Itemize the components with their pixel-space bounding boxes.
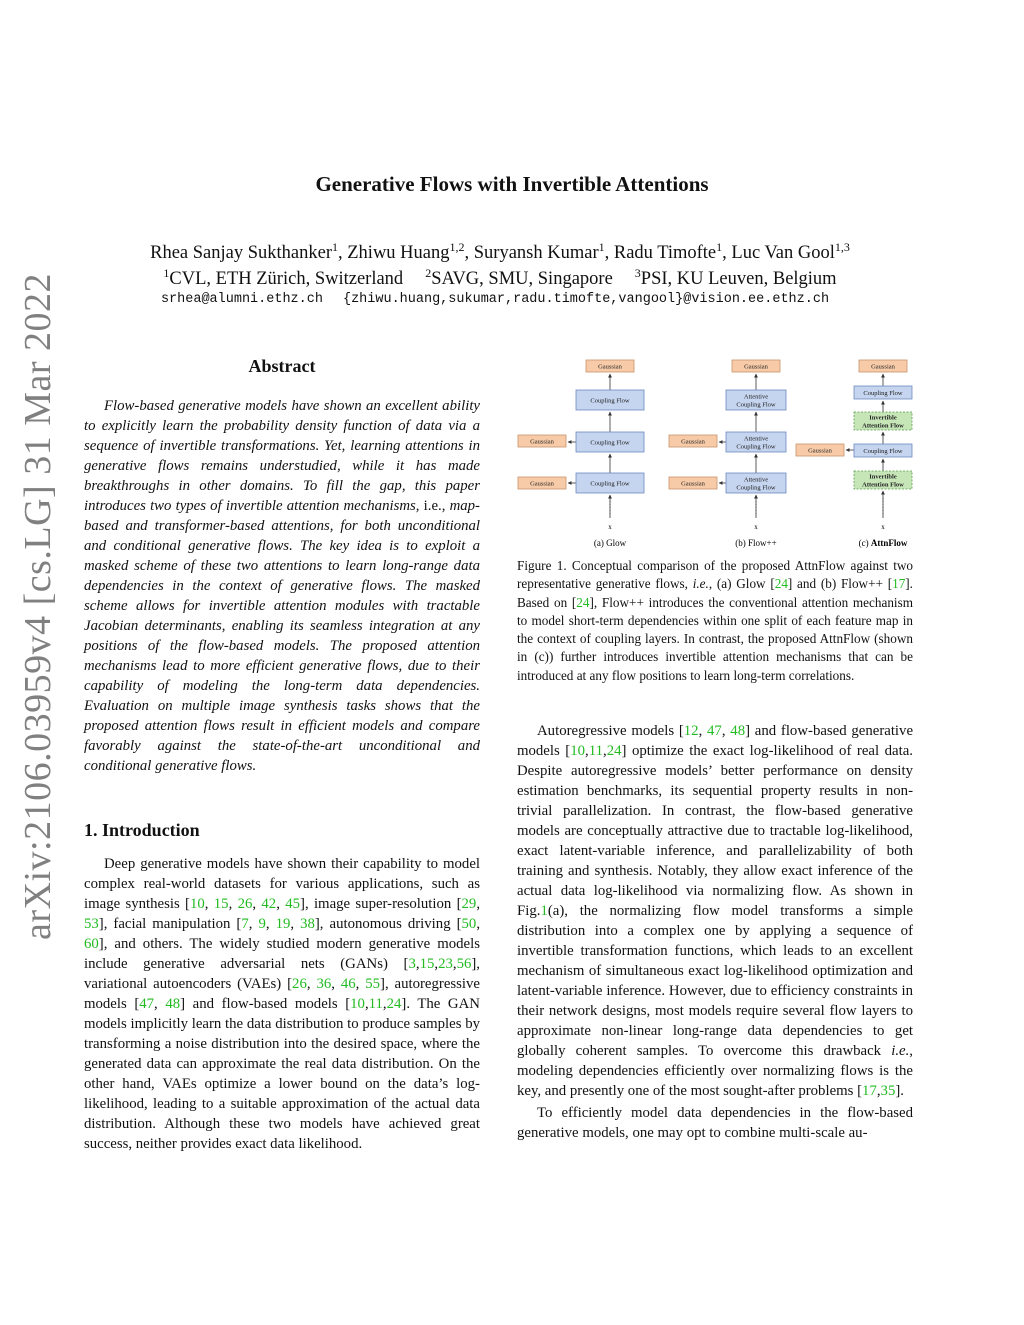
text-run: , — [476, 916, 481, 932]
text-run: , — [276, 896, 286, 912]
citation-link[interactable]: 24 — [386, 996, 402, 1012]
affiliation-list — [0, 266, 1000, 292]
gaussian-box-label: Gaussian — [530, 438, 554, 446]
citation-link[interactable]: 3 — [408, 956, 416, 972]
text-run: ] optimize the exact log-likelihood of real data. Despite autoregressive models’ better performance on density estimation benchmarks, its sequential property results in non-trivial parallelization. In contrast, the flow-based generative models are conceptually attractive due to tractable log-likelihood, exact latent-variable inference, and parallelizability of both training and synthesis. Notably, they allow exact inference of the actual data log-likelihood via normalizing flow. As shown in Fig. — [517, 743, 914, 920]
text-run: (a), the normalizing flow model transforms a simple distribution into a complex one by applying a sequence of invertible transformation functions, which leads to an excellent mechanism of simultaneous exact log-likelihood optimization and latent-variable inference. However, due to efficiency constraints in their network designs, most models require several flow layers to approximate non-linear long-range data dependencies to get globally coherent samples. To overcome this drawback — [517, 903, 913, 1060]
text-run: Autoregressive models [ — [537, 723, 684, 740]
attentive-coupling-flow-box-label: Attentive — [743, 435, 769, 443]
citation-link[interactable]: 53 — [84, 916, 99, 932]
abstract-text — [84, 396, 480, 776]
text-run: ]. The GAN models implicitly learn the data distribution to produce samples by transforming a noise distribution into the desired space, where the generated data can approximate the real data distribution. On the other hand, VAEs optimize a lower bound on the data’s log-likelihood, leading to a suitable approximation of the actual data distribution. Although these two models have achieved great success, neither provides exact data likelihood. — [84, 996, 480, 1152]
input-x-label: x — [754, 523, 758, 531]
citation-link[interactable]: 17 — [862, 1083, 877, 1100]
text-run: , (a) Glow [ — [708, 576, 775, 592]
citation-link[interactable]: 9 — [258, 916, 266, 932]
invertible-attention-flow-box-label: Attention Flow — [862, 422, 904, 430]
coupling-flow-box-label: Coupling Flow — [590, 397, 630, 405]
gaussian-box-label: Gaussian — [530, 480, 554, 488]
citation-link[interactable]: 47 — [707, 723, 722, 740]
attentive-coupling-flow-box-label: Attentive — [743, 476, 769, 484]
text-run: , — [876, 1083, 881, 1100]
citation-link[interactable]: 26 — [292, 976, 307, 992]
intro-paragraph — [84, 854, 480, 1154]
text-run: To efficiently model data dependencies in the flow-based generative models, one may opt to combine multi-scale au- — [517, 1105, 913, 1142]
email-line — [0, 292, 990, 307]
text-run: ], Flow++ introduces the conventional attention mechanism to model short-term dependencies within one split of each feature map in the context of coupling layers. In contrast, the proposed AttnFlow (shown in (c)) further introduces invertible attention mechanisms that can be introduced at any flow positions to learn long-term correlations. — [517, 594, 913, 683]
citation-link[interactable]: 10 — [350, 996, 365, 1012]
text-run: , — [452, 956, 457, 972]
text-run: ], autonomous driving [ — [314, 916, 462, 932]
text-run: , — [204, 896, 214, 912]
citation-link[interactable]: 47 — [139, 996, 155, 1012]
gaussian-box-label: Gaussian — [871, 363, 895, 371]
citation-link[interactable]: 24 — [576, 594, 590, 610]
citation-link[interactable]: 11 — [368, 996, 383, 1012]
text-run: ], and others. The widely studied modern generative models include generative adversarial nets (GANs) [ — [84, 936, 480, 972]
text-run: , — [415, 956, 420, 972]
citation-link[interactable]: 1 — [540, 903, 548, 920]
invertible-attention-flow-box-label: Attention Flow — [862, 481, 904, 489]
citation-link[interactable]: 48 — [730, 723, 746, 740]
text-run: Deep generative models have shown their capability to model complex real-world datasets for various applications, such as image synthesis [ — [84, 856, 480, 912]
author-affil-mark: 1,2 — [449, 240, 465, 254]
text-run: , — [252, 896, 262, 912]
coupling-flow-box-label: Coupling Flow — [590, 480, 630, 488]
figure-1 — [517, 356, 913, 556]
author-affil-mark: 1 — [598, 240, 605, 254]
italic-text: i.e. — [891, 1043, 910, 1060]
email: srhea@alumni.ethz.ch — [160, 292, 323, 307]
invertible-attention-flow-box-label: Invertible — [869, 414, 897, 422]
author-list: Rhea Sanjay Sukthanker$^1$, Zhiwu Huang$^{1,2}$, Suryansh Kumar$^1$, Radu Timofte$^1$, Luc Van Gool$^{1,3}$ — [150, 240, 850, 263]
author-name: Zhiwu Huang — [347, 243, 450, 263]
citation-link[interactable]: 19 — [275, 916, 291, 932]
figure-boxes — [518, 360, 912, 493]
text-run: , — [585, 743, 589, 760]
text-run: ], variational autoencoders (VAEs) [ — [84, 956, 480, 992]
citation-link[interactable]: 11 — [588, 743, 603, 760]
subcaption-attnflow — [859, 538, 908, 548]
abstract-ie: i.e. — [423, 498, 442, 514]
citation-link[interactable]: 26 — [237, 896, 253, 912]
citation-link[interactable]: 17 — [892, 576, 906, 592]
gaussian-box-label: Gaussian — [744, 363, 768, 371]
figure-1-caption — [517, 557, 913, 685]
citation-link[interactable]: 35 — [880, 1083, 896, 1100]
body-paragraph — [517, 721, 913, 1101]
text-run: , — [228, 896, 238, 912]
text-run: , — [290, 916, 301, 932]
text-run: ]. — [895, 1083, 904, 1100]
citation-link[interactable]: 42 — [261, 896, 277, 912]
citation-link[interactable]: 10 — [189, 896, 205, 912]
citation-link[interactable]: 36 — [316, 976, 332, 992]
citation-link[interactable]: 55 — [365, 976, 381, 992]
subcaption-attnflow-name: AttnFlow — [870, 538, 908, 548]
attentive-coupling-flow-box-label: Coupling Flow — [736, 443, 776, 451]
coupling-flow-box-label: Coupling Flow — [590, 439, 630, 447]
affiliation-mark: 1 — [163, 266, 170, 280]
coupling-flow-box-label: Coupling Flow — [863, 448, 903, 455]
text-run: , — [364, 996, 369, 1012]
text-run: Figure 1. Conceptual comparison of the proposed AttnFlow against two representative generative flows, — [517, 558, 913, 592]
text-run: , — [698, 723, 708, 740]
citation-link[interactable]: 46 — [340, 976, 356, 992]
text-run: , — [434, 956, 439, 972]
paper-title: Generative Flows with Invertible Attentions — [315, 172, 709, 196]
subcaption-glow: (a) Glow — [593, 538, 627, 548]
subcaption-prefix: (c) — [858, 538, 871, 548]
citation-link[interactable]: 12 — [683, 723, 699, 740]
introduction — [84, 854, 480, 1154]
citation-link[interactable]: 24 — [774, 576, 788, 592]
author-name: Rhea Sanjay Sukthanker — [150, 243, 332, 263]
citation-link[interactable]: 23 — [438, 956, 453, 972]
italic-text: i.e. — [692, 576, 709, 592]
author-affil-mark: 1,3 — [834, 240, 850, 254]
text-run: , modeling dependencies efficiently over normalizing flows is the key, and presently one of the most sought-after problems [ — [517, 1043, 913, 1100]
author-block — [0, 240, 1000, 292]
citation-link[interactable]: 45 — [285, 896, 301, 912]
author-affil-mark: 1 — [716, 240, 723, 254]
text-run: , — [721, 723, 731, 740]
abstract-heading: Abstract — [248, 356, 316, 376]
right-column — [517, 356, 913, 1143]
gaussian-box-label: Gaussian — [681, 438, 705, 446]
citation-link[interactable]: 60 — [84, 936, 99, 952]
gaussian-box-label: Gaussian — [681, 480, 705, 488]
author-name: Radu Timofte — [613, 243, 717, 263]
text-run: , — [265, 916, 276, 932]
affiliation-mark: 3 — [634, 266, 641, 280]
affiliation: PSI, KU Leuven, Belgium — [640, 269, 837, 289]
affiliation: SAVG, SMU, Singapore — [431, 269, 613, 289]
author-affil-mark: 1 — [332, 240, 338, 254]
text-run: , — [154, 996, 166, 1012]
text-run: , — [382, 996, 387, 1012]
input-x-label: x — [881, 523, 885, 531]
text-run: , — [248, 916, 259, 932]
input-x-label: x — [608, 523, 612, 531]
email: {zhiwu.huang,sukumar,radu.timofte,vangool}@vision.ee.ethz.ch — [342, 292, 830, 307]
affiliation: CVL, ETH Zürich, Switzerland — [169, 269, 404, 289]
gaussian-box-label: Gaussian — [598, 363, 622, 371]
text-run: ] and flow-based generative models [ — [517, 723, 914, 760]
text-run: , — [306, 976, 317, 992]
text-run: ], autoregressive models [ — [84, 976, 480, 1012]
subcaption-flowpp: (b) Flow++ — [735, 538, 777, 548]
citation-link[interactable]: 56 — [456, 956, 472, 972]
citation-link[interactable]: 15 — [419, 956, 435, 972]
coupling-flow-box-label: Coupling Flow — [863, 390, 903, 397]
citation-link[interactable]: 7 — [241, 916, 249, 932]
invertible-attention-flow-box-label: Invertible — [869, 473, 897, 481]
author-name: Luc Van Gool — [731, 243, 835, 263]
affiliation-mark: 2 — [425, 266, 432, 280]
text-run: , — [476, 896, 481, 912]
attentive-coupling-flow-box-label: Coupling Flow — [736, 484, 776, 492]
text-run: , — [331, 976, 341, 992]
citation-link[interactable]: 15 — [213, 896, 229, 912]
citation-link[interactable]: 29 — [461, 896, 477, 912]
citation-link[interactable]: 10 — [570, 743, 586, 760]
citation-link[interactable]: 38 — [300, 916, 315, 932]
arxiv-side-label: arXiv:2106.03959v4 [cs.LG] 31 Mar 2022 — [17, 272, 59, 940]
right-body — [517, 721, 913, 1143]
figure-1-diagram — [517, 356, 913, 556]
abstract-part: Flow-based generative models have shown an excellent ability to explicitly learn the probability density function of data via a sequence of invertible transformations. Yet, learning attentions in generative flows remains understudied, while it has made breakthroughs in other domains. To fill the gap, this paper introduces two types of invertible attention mechanisms, — [84, 398, 480, 514]
citation-link[interactable]: 24 — [606, 743, 622, 760]
body-paragraph — [517, 1103, 913, 1143]
gaussian-box-label: Gaussian — [808, 447, 832, 455]
abstract-part: , map-based and transformer-based attentions, for both unconditional and conditional generative flows. The key idea is to exploit a masked scheme of these two attentions to learn long-range data dependencies in the context of generative flows. The masked scheme allows for invertible attention modules with tractable Jacobian determinants, enabling its seamless integration at any positions of the flow-based models. The proposed attention mechanisms lead to more efficient generative flows, due to their capability of modeling the long-term data dependencies. Evaluation on multiple image synthesis tasks shows that the proposed attention flows result in efficient models and compare favorably against the state-of-the-art unconditional and conditional generative flows. — [84, 498, 480, 774]
author-name: Suryansh Kumar — [473, 243, 599, 263]
text-run: ] and (b) Flow++ [ — [787, 576, 893, 592]
text-run: ]. Based on [ — [517, 576, 913, 610]
citation-link[interactable]: 48 — [165, 996, 181, 1012]
left-column — [84, 356, 480, 1154]
section-heading-introduction: 1. Introduction — [84, 820, 200, 840]
text-run: ], facial manipulation [ — [98, 916, 242, 932]
text-run: , — [602, 743, 607, 760]
text-run: ] and flow-based models [ — [180, 996, 351, 1012]
attentive-coupling-flow-box-label: Coupling Flow — [736, 401, 776, 409]
text-run: ], image super-resolution [ — [300, 896, 462, 912]
attentive-coupling-flow-box-label: Attentive — [743, 393, 769, 401]
citation-link[interactable]: 50 — [461, 916, 477, 932]
text-run: , — [355, 976, 366, 992]
